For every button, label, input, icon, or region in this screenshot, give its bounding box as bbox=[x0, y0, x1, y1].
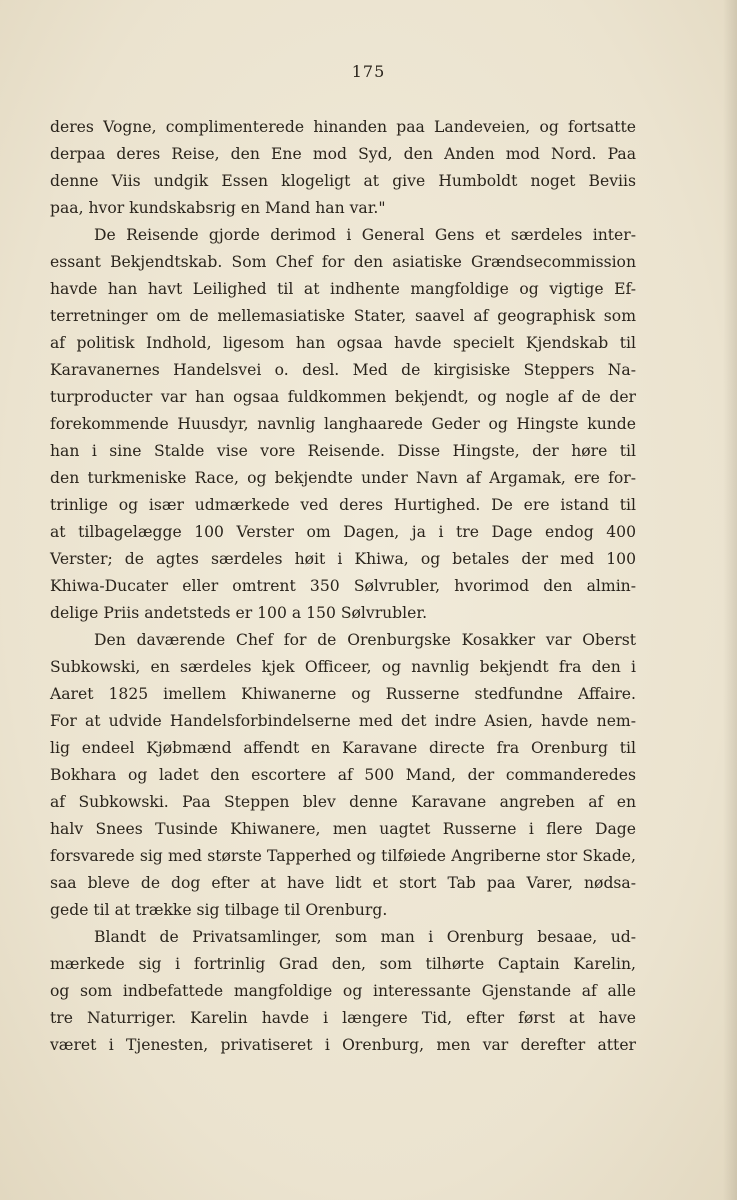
text-line: saa bleve de dog efter at have lidt et stort Tab paa Varer, nødsa- bbox=[50, 874, 636, 892]
text-line: delige Priis andetsteds er 100 a 150 Sølvrubler. bbox=[50, 604, 428, 622]
text-line: den turkmeniske Race, og bekjendte under Navn af Argamak, ere for- bbox=[50, 469, 636, 487]
text-line: forsvarede sig med største Tapperhed og tilføiede Angriberne stor Skade, bbox=[50, 847, 636, 865]
page-number: 175 bbox=[351, 62, 386, 81]
text-line: at tilbagelægge 100 Verster om Dagen, ja i tre Dage endog 400 bbox=[50, 523, 636, 541]
text-line: Karavanernes Handelsvei o. desl. Med de kirgisiske Steppers Na- bbox=[50, 361, 636, 379]
page-edge-shadow bbox=[723, 0, 737, 1200]
text-line: For at udvide Handelsforbindelserne med det indre Asien, havde nem- bbox=[50, 712, 636, 730]
text-line: havde han havt Leilighed til at indhente mangfoldige og vigtige Ef- bbox=[50, 280, 636, 298]
text-line: essant Bekjendtskab. Som Chef for den asiatiske Grændsecommission bbox=[50, 253, 636, 271]
text-line: han i sine Stalde vise vore Reisende. Disse Hingste, der høre til bbox=[50, 442, 636, 460]
text-line: gede til at trække sig tilbage til Orenburg. bbox=[50, 901, 388, 919]
text-line: deres Vogne, complimenterede hinanden paa Landeveien, og fortsatte bbox=[50, 118, 636, 136]
paragraph-start-line: De Reisende gjorde derimod i General Gens et særdeles inter- bbox=[94, 226, 636, 244]
text-line: af Subkowski. Paa Steppen blev denne Karavane angreben af en bbox=[50, 793, 636, 811]
text-line: trinlige og især udmærkede ved deres Hurtighed. De ere istand til bbox=[50, 496, 636, 514]
text-line: Aaret 1825 imellem Khiwanerne og Russerne stedfundne Affaire. bbox=[50, 685, 636, 703]
text-line: Bokhara og ladet den escortere af 500 Mand, der commanderedes bbox=[50, 766, 636, 784]
text-line: lig endeel Kjøbmænd affendt en Karavane directe fra Orenburg til bbox=[50, 739, 636, 757]
paragraph-start-line: Den daværende Chef for de Orenburgske Kosakker var Oberst bbox=[94, 631, 636, 649]
text-line: paa, hvor kundskabsrig en Mand han var." bbox=[50, 199, 386, 217]
text-line: halv Snees Tusinde Khiwanere, men uagtet Russerne i flere Dage bbox=[50, 820, 636, 838]
text-line: turproducter var han ogsaa fuldkommen bekjendt, og nogle af de der bbox=[50, 388, 636, 406]
text-line: Khiwa-Ducater eller omtrent 350 Sølvrubler, hvorimod den almin- bbox=[50, 577, 636, 595]
text-line: Verster; de agtes særdeles høit i Khiwa, og betales der med 100 bbox=[50, 550, 636, 568]
text-line: mærkede sig i fortrinlig Grad den, som tilhørte Captain Karelin, bbox=[50, 955, 636, 973]
text-line: af politisk Indhold, ligesom han ogsaa havde specielt Kjendskab til bbox=[50, 334, 636, 352]
text-line: Subkowski, en særdeles kjek Officeer, og navnlig bekjendt fra den i bbox=[50, 658, 636, 676]
text-line: derpaa deres Reise, den Ene mod Syd, den Anden mod Nord. Paa bbox=[50, 145, 636, 163]
body-text bbox=[50, 114, 636, 1059]
text-line: og som indbefattede mangfoldige og interessante Gjenstande af alle bbox=[50, 982, 636, 1000]
text-line: været i Tjenesten, privatiseret i Orenburg, men var derefter atter bbox=[50, 1036, 636, 1054]
text-line: terretninger om de mellemasiatiske Stater, saavel af geographisk som bbox=[50, 307, 636, 325]
text-line: forekommende Huusdyr, navnlig langhaarede Geder og Hingste kunde bbox=[50, 415, 636, 433]
paragraph-start-line: Blandt de Privatsamlinger, som man i Orenburg besaae, ud- bbox=[94, 928, 636, 946]
text-line: denne Viis undgik Essen klogeligt at give Humboldt noget Beviis bbox=[50, 172, 636, 190]
text-line: tre Naturriger. Karelin havde i længere Tid, efter først at have bbox=[50, 1009, 636, 1027]
